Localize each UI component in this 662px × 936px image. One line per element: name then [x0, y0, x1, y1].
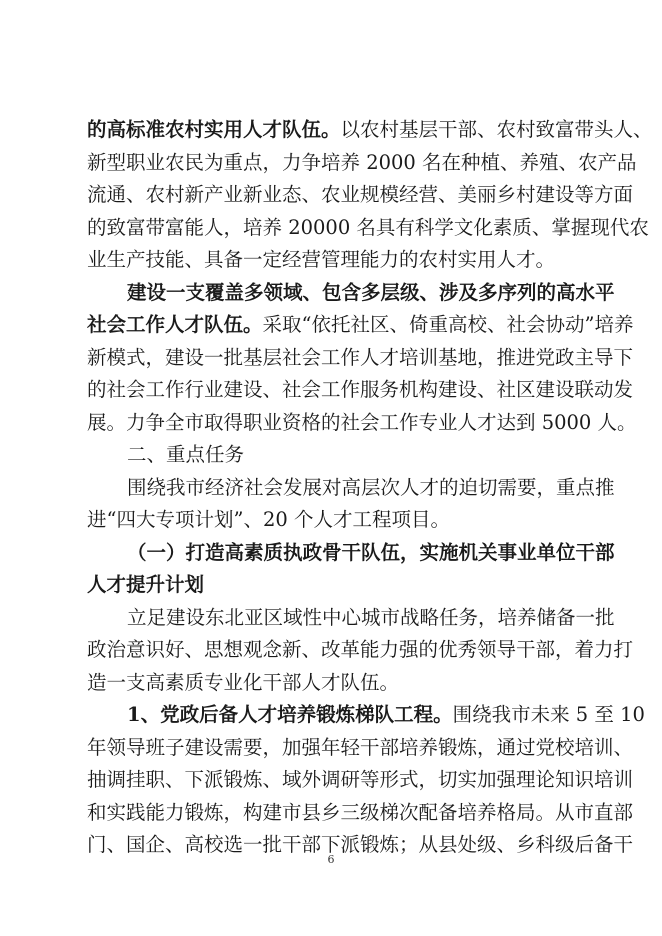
body-text-run: 围绕我市经济社会发展对高层次人才的迫切需要，重点推 [127, 475, 615, 499]
text-line [87, 504, 574, 536]
body-text-run: 抽调挂职、下派锻炼、域外调研等形式，切实加强理论知识培训 [87, 768, 634, 791]
bold-lead-text: 1、党政后备人才培养锻炼梯队工程。 [127, 703, 453, 726]
bold-lead-text: 的高标准农村实用人才队伍。 [87, 118, 341, 141]
body-text-run: 造一支高素质专业化干部人才队伍。 [87, 670, 400, 694]
text-line [87, 634, 634, 666]
body-text-run: 立足建设东北亚区域性中心城市战略任务，培养储备一批 [127, 605, 615, 629]
bold-lead-text: 社会工作人才队伍。 [87, 313, 263, 336]
text-line [87, 667, 574, 699]
bold-lead-text: 建设一支覆盖多领域、包含多层级、涉及多序列的高水平 [127, 280, 615, 304]
body-text-run: 政治意识好、思想观念新、改革能力强的优秀领导干部，着力打 [87, 638, 634, 661]
body-text-run: 围绕我市未来 5 至 10 [452, 703, 645, 726]
body-text-run: 采取“依托社区、倚重高校、社会协动”培养 [262, 313, 634, 336]
text-line [87, 179, 634, 211]
text-line [127, 439, 244, 471]
body-text-run: 的致富带富能人，培养 20000 名具有科学文化素质、掌握现代农 [87, 215, 649, 239]
body-text-run: 门、国企、高校选一批干部下派锻炼；从县处级、乡科级后备干 [87, 833, 634, 856]
body-text-run: 的社会工作行业建设、社会工作服务机构建设、社区建设联动发 [87, 378, 634, 401]
body-text-run: 年领导班子建设需要，加强年轻干部培养锻炼，通过党校培训、 [87, 735, 634, 759]
text-line [127, 472, 615, 504]
text-line [87, 342, 634, 374]
text-line [87, 147, 637, 179]
page-number: 6 [327, 853, 335, 866]
text-line [87, 407, 637, 439]
section-heading: 二、重点任务 [127, 443, 245, 466]
body-text-run: 流通、农村新产业新业态、农业规模经营、美丽乡村建设等方面 [87, 183, 634, 206]
text-line [87, 244, 574, 276]
body-text-run: 展。力争全市取得职业资格的社会工作专业人才达到 5000 人。 [87, 410, 637, 434]
bold-lead-text: 人才提升计划 [87, 573, 205, 596]
body-text-run: 业生产技能、具备一定经营管理能力的农村实用人才。 [87, 248, 556, 271]
text-line [87, 569, 574, 601]
text-line [127, 699, 645, 731]
text-line [127, 602, 615, 634]
body-text-run: 以农村基层干部、农村致富带头人、 [340, 118, 653, 141]
text-line [87, 114, 653, 146]
text-line [87, 374, 634, 406]
text-line [87, 212, 649, 244]
text-line [127, 277, 615, 309]
text-line [87, 732, 634, 764]
body-text-run: 新型职业农民为重点，力争培养 2000 名在种植、养殖、农产品 [87, 150, 637, 174]
text-line [127, 537, 615, 569]
body-text-run: 新模式，建设一批基层社会工作人才培训基地，推进党政主导下 [87, 345, 634, 369]
text-line [87, 309, 634, 341]
body-text-run: 和实践能力锻炼，构建市县乡三级梯次配备培养格局。从市直部 [87, 800, 634, 824]
text-line [87, 764, 634, 796]
text-line [87, 797, 634, 829]
bold-lead-text: （一）打造高素质执政骨干队伍，实施机关事业单位干部 [127, 540, 615, 564]
body-text-run: 进“四大专项计划”、20 个人才工程项目。 [87, 508, 450, 531]
